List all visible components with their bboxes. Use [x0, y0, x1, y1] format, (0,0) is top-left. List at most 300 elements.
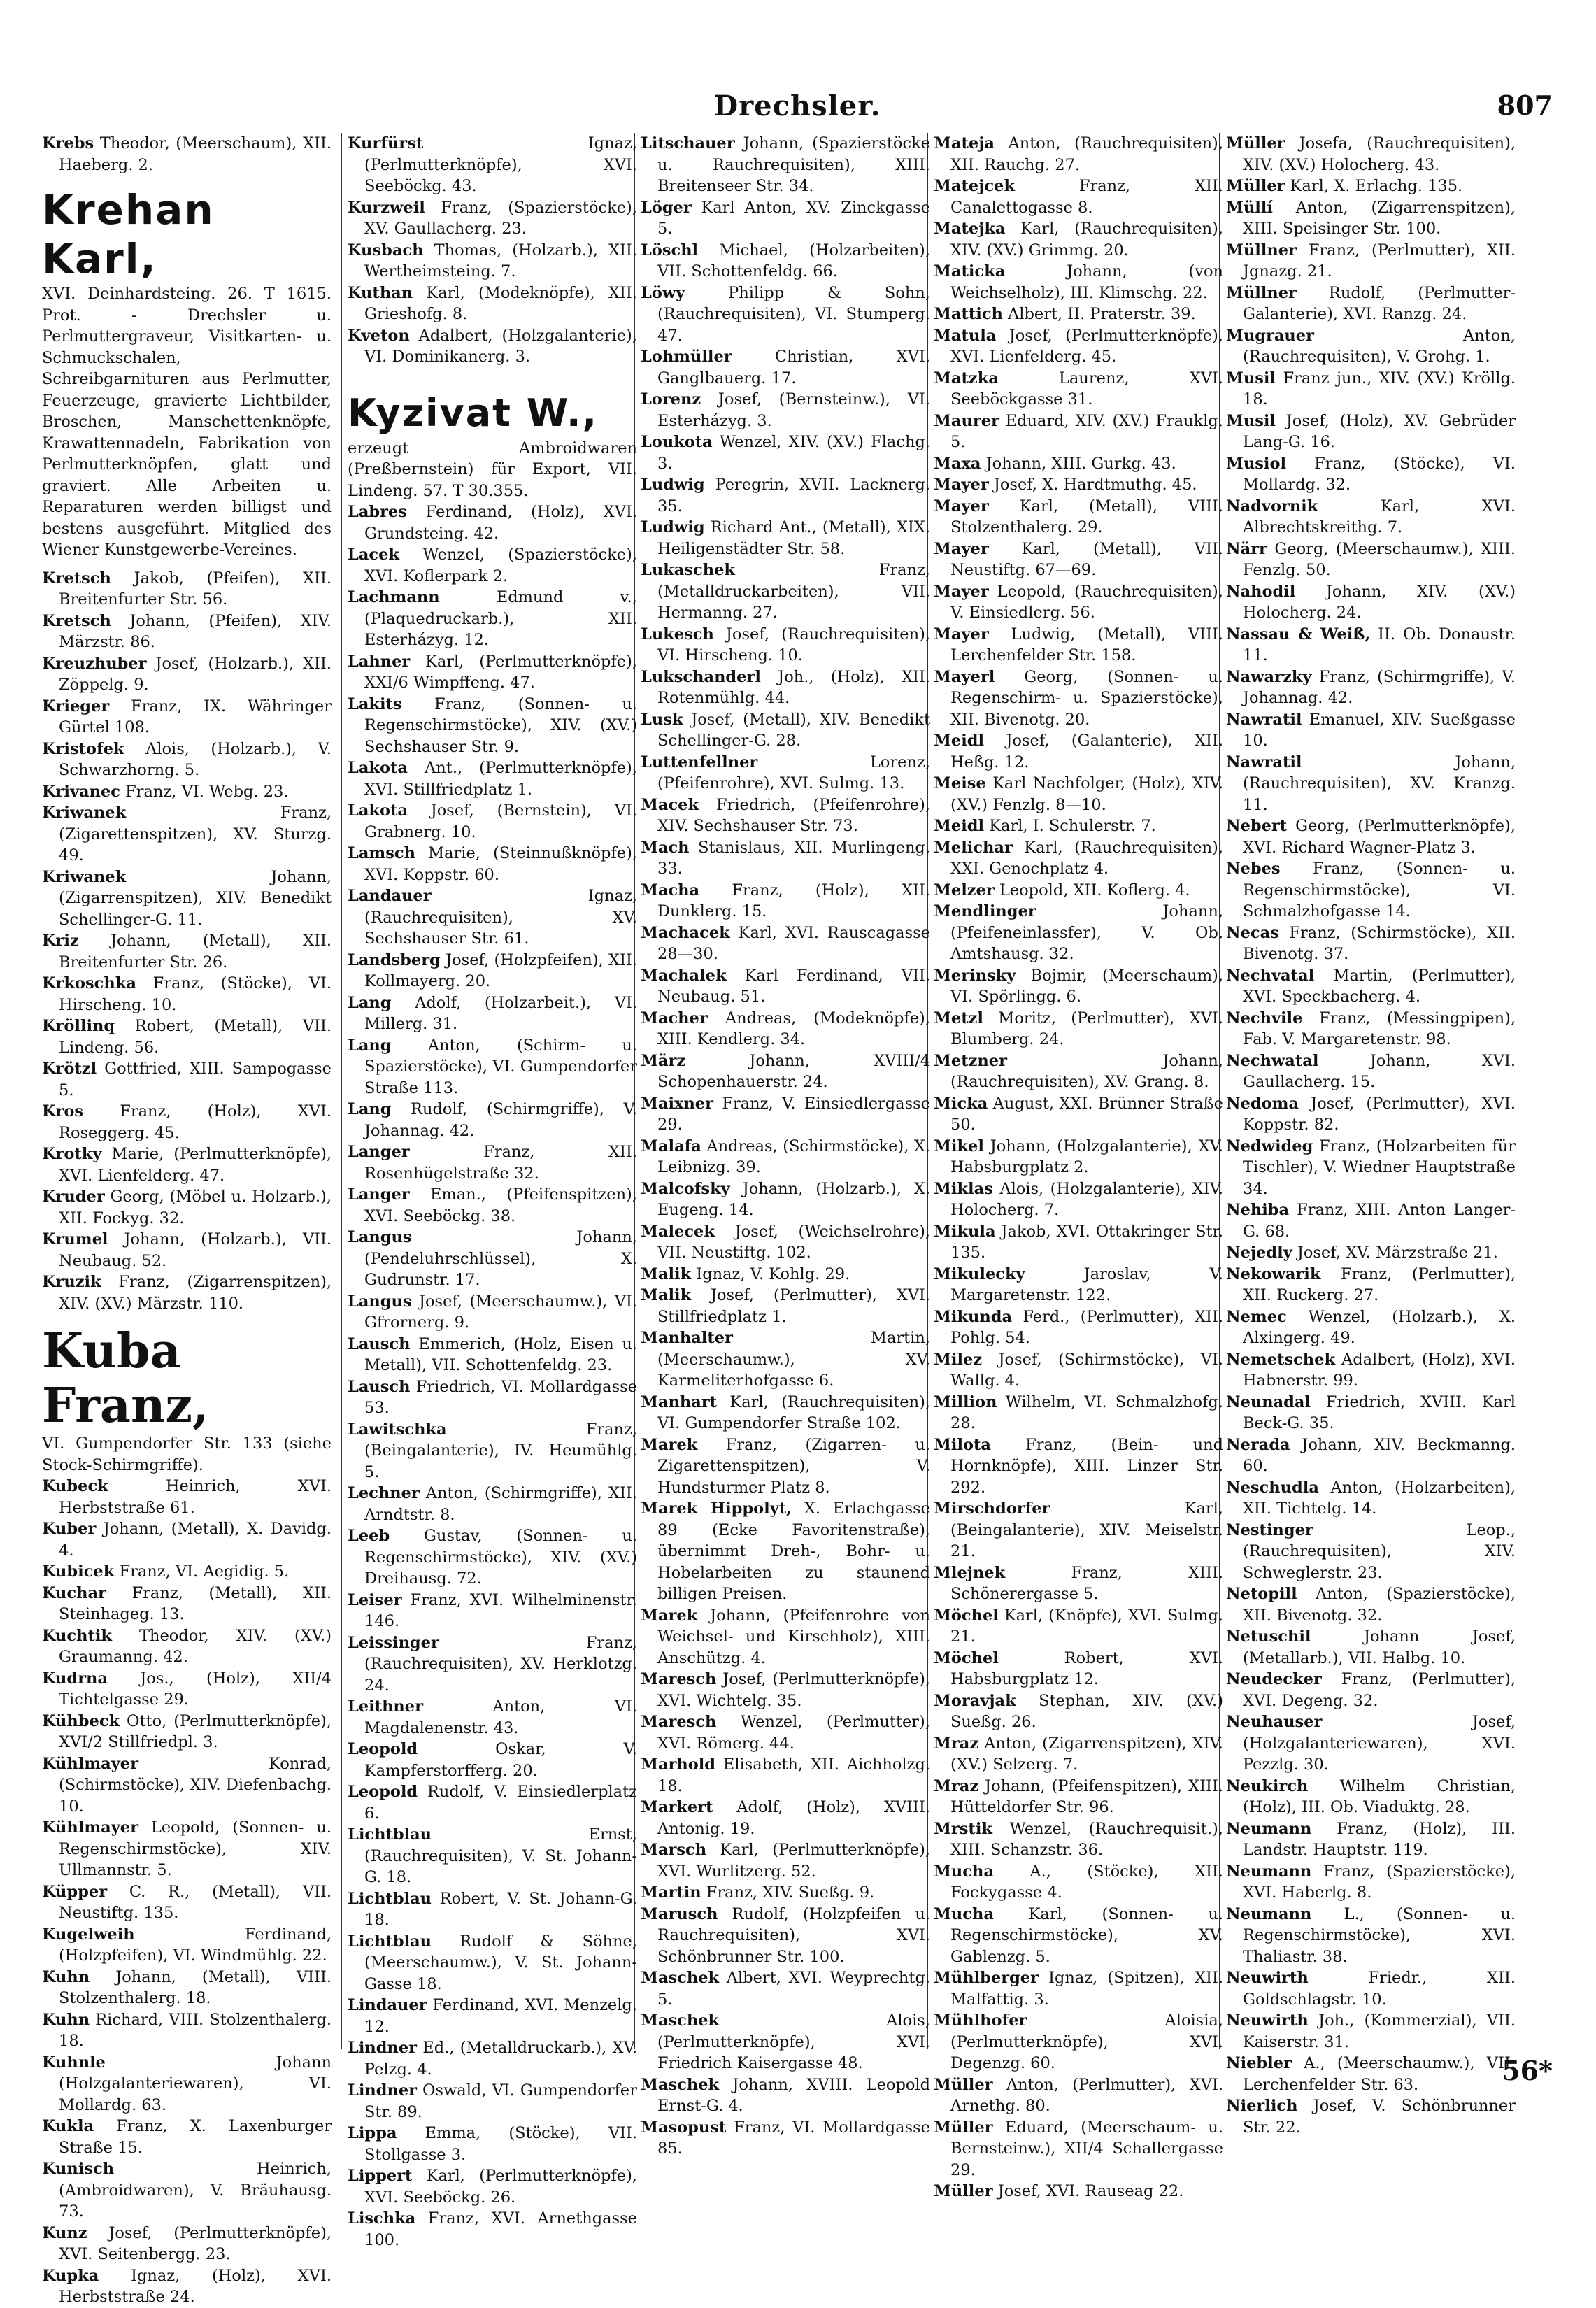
entry-details: Franz, (Perlmutter), XII. Jgnazg. 21. — [1243, 241, 1516, 280]
directory-entry — [348, 1291, 637, 1334]
entry-surname: Löwy — [641, 283, 685, 302]
entry-details: Josef, (Holzgalanteriewaren), XVI. Pezzlg. 30. — [1243, 1713, 1516, 1774]
entry-details: Franz, (Beingalanterie), IV. Heumühlg. 5. — [364, 1420, 637, 1481]
directory-entry — [934, 1306, 1223, 1349]
entry-details: L., (Sonnen- u. Regenschirmstöcke), XVI. Thaliastr. 38. — [1243, 1904, 1516, 1966]
entry-surname: Nebert — [1226, 817, 1288, 835]
directory-entry — [641, 240, 930, 283]
directory-entry — [1226, 1626, 1516, 1669]
entry-details: Johann, XVI. Gaullacherg. 15. — [1243, 1051, 1516, 1091]
column-4 — [934, 133, 1223, 2200]
entry-details: Georg, (Sonnen- u. Regenschirm- u. Spazierstöcke), XII. Bivenotg. 20. — [950, 667, 1223, 729]
entry-surname: Leissinger — [348, 1633, 439, 1652]
directory-entry — [42, 802, 332, 867]
entry-surname: Matula — [934, 326, 997, 345]
column-2 — [348, 133, 637, 2249]
entry-details: Josef, XVI. Rauseag 22. — [992, 2182, 1184, 2200]
directory-entry — [348, 1376, 637, 1419]
directory-entry — [641, 1839, 930, 1882]
entry-surname: Kveton — [348, 326, 410, 345]
directory-entry — [348, 694, 637, 758]
entry-details: Friedrich, XVIII. Karl Beck-G. 35. — [1243, 1392, 1516, 1432]
entry-surname: Nahodil — [1226, 582, 1296, 601]
entry-details: Richard Ant., (Metall), XIX. Heiligenstädter Str. 58. — [657, 518, 930, 558]
directory-entry — [1226, 1861, 1516, 1904]
entry-details: Johann, (Metall), X. Davidg. 4. — [59, 1520, 332, 1560]
entry-surname: Nedwideg — [1226, 1137, 1313, 1155]
directory-entry — [348, 587, 637, 651]
directory-entry — [934, 368, 1223, 411]
entry-surname: Kurzweil — [348, 198, 425, 217]
entry-surname: Mucha — [934, 1904, 994, 1923]
directory-entry — [1226, 2095, 1516, 2138]
directory-entry — [641, 880, 930, 923]
entry-details: Johann, (Rauchrequisiten), XV. Kranzg. 11. — [1243, 753, 1516, 814]
entry-details: Franz, (Stöcke), VI. Hirscheng. 10. — [59, 974, 332, 1014]
entry-details: Franz, XIV. Sueßg. 9. — [701, 1883, 875, 1902]
entry-surname: Neuwirth — [1226, 1969, 1309, 1987]
directory-entry — [348, 2037, 637, 2080]
entry-details: Johann, (Zigarrenspitzen), XIV. Benedikt Schellinger-G. 11. — [59, 867, 332, 929]
entry-details: A., (Stöcke), XII. Fockygasse 4. — [950, 1862, 1223, 1902]
entry-details: Karl, (Beingalanterie), XIV. Meiselstr. 21. — [950, 1500, 1223, 1560]
entry-surname: Mikulecky — [934, 1265, 1025, 1283]
entry-surname: Nawarzky — [1226, 667, 1312, 686]
entry-surname: Nadvornik — [1226, 497, 1318, 515]
directory-entry — [348, 950, 637, 992]
entry-details: Josef, (Galanterie), XII. Heßg. 12. — [950, 732, 1223, 771]
directory-entry — [1226, 581, 1516, 624]
entry-details: Franz, XVI. Wilhelminenstr. 146. — [364, 1590, 637, 1630]
directory-entry — [1226, 1776, 1516, 1818]
entry-surname: Krieger — [42, 697, 110, 715]
entry-details: Marie, (Steinnußknöpfe), XVI. Koppstr. 60. — [364, 844, 637, 884]
directory-entry — [934, 496, 1223, 539]
entry-surname: Kretsch — [42, 611, 111, 630]
entry-surname: Neuwirth — [1226, 2011, 1309, 2030]
entry-details: Georg, (Perlmutterknöpfe), XVI. Richard Wagner-Platz 3. — [1243, 817, 1516, 857]
entry-surname: Kupka — [42, 2266, 99, 2285]
entry-surname: Luttenfellner — [641, 753, 758, 771]
entry-details: Josef, (Perlmutterknöpfe), XVI. Lienfelderg. 45. — [950, 326, 1223, 366]
entry-details: Franz, VI. Aegidig. 5. — [114, 1562, 290, 1581]
entry-surname: Maschek — [641, 2011, 720, 2030]
directory-entry — [934, 1221, 1223, 1264]
entry-surname: Mraz — [934, 1776, 979, 1795]
entry-details: Josef, (Schirmstöcke), VI. Wallg. 4. — [950, 1350, 1223, 1390]
entry-details: Johann, (Pfeifenrohre von Weichsel- und Kirschholz), XIII. Anschützg. 4. — [657, 1606, 930, 1667]
entry-surname: Krivanec — [42, 782, 120, 801]
entry-details: A., (Meerschaumw.), VII. Lerchenfelder Str. 63. — [1243, 2054, 1516, 2094]
directory-entry — [348, 757, 637, 800]
entry-surname: Matzka — [934, 369, 999, 387]
entry-details: Franz, (Messingpipen), Fab. V. Margaretenstr. 98. — [1243, 1009, 1516, 1048]
entry-details: Johann, (Pfeifenspitzen), XIII. Hütteldorfer Str. 96. — [950, 1776, 1223, 1816]
entry-surname: Lachmann — [348, 588, 440, 606]
entry-surname: Kruder — [42, 1188, 105, 1206]
directory-entry — [42, 611, 332, 653]
entry-details: Wenzel, (Perlmutter), XVI. Römerg. 44. — [657, 1713, 930, 1753]
directory-entry — [641, 667, 930, 709]
entry-surname: Matejka — [934, 220, 1006, 238]
directory-entry — [934, 773, 1223, 815]
entry-surname: Mayer — [934, 539, 989, 558]
entry-surname: Mühlberger — [934, 1969, 1039, 1987]
entry-surname: Müller — [934, 2182, 993, 2200]
entry-surname: Kristofek — [42, 739, 124, 758]
entry-surname: Mikunda — [934, 1307, 1013, 1326]
entry-details: Otto, (Perlmutterknöpfe), XVI/2 Stillfriedpl. 3. — [59, 1711, 332, 1751]
directory-entry — [1226, 1349, 1516, 1392]
entry-surname: Neudecker — [1226, 1670, 1322, 1688]
entry-surname: Langus — [348, 1228, 412, 1246]
directory-entry — [934, 901, 1223, 965]
entry-surname: Mucha — [934, 1862, 994, 1881]
entry-details: Josef, (Bernsteinw.), VI. Esterházyg. 3. — [657, 390, 930, 430]
directory-entry — [641, 1904, 930, 1968]
directory-entry — [641, 1797, 930, 1839]
page-header — [42, 90, 1553, 124]
directory-entry — [42, 696, 332, 739]
entry-surname: Nawratil — [1226, 710, 1302, 729]
entry-surname: Kros — [42, 1102, 84, 1120]
directory-entry — [934, 453, 1223, 475]
advert-kyzivat-name: Kyzivat W., — [348, 390, 598, 435]
entry-details: Ferdinand, (Holz), XVI. Grundsteing. 42. — [364, 503, 637, 543]
entry-surname: Müller — [934, 2075, 993, 2094]
entry-details: Johann, (von Weichselholz), III. Klimschg. 22. — [950, 262, 1223, 302]
entry-surname: Metzner — [934, 1051, 1007, 1070]
entry-surname: Miklas — [934, 1179, 993, 1198]
entry-details: Georg, (Meerschaumw.), XIII. Fenzlg. 50. — [1243, 539, 1516, 579]
entry-details: Anton, (Spazierstöcke), XII. Bivenotg. 32. — [1243, 1585, 1516, 1625]
entry-surname: Nemetschek — [1226, 1350, 1336, 1369]
directory-entry — [1226, 858, 1516, 923]
entry-details: Johann, (Pfeifen), XIV. Märzstr. 86. — [59, 611, 332, 651]
entry-details: Franz, (Sonnen- u. Regenschirmstöcke), VI. Schmalzhofgasse 14. — [1243, 860, 1516, 920]
entry-surname: Lindner — [348, 2039, 417, 2057]
entry-details: Johann, (Pfeifeneinlassfer), V. Ob. Amtshausg. 32. — [950, 902, 1223, 963]
entry-surname: Malafa — [641, 1137, 701, 1155]
entry-details: C. R., (Metall), VII. Neustiftg. 135. — [59, 1882, 332, 1922]
entry-surname: Lang — [348, 993, 392, 1012]
directory-entry — [42, 1271, 332, 1314]
directory-entry — [1226, 2010, 1516, 2053]
entry-details: Josef, (Perlmutter), XVI. Stillfriedplatz 1. — [657, 1286, 930, 1326]
directory-entry — [641, 432, 930, 474]
directory-entry — [1226, 1904, 1516, 1968]
entry-surname: Manhalter — [641, 1329, 733, 1347]
directory-entry — [934, 815, 1223, 837]
directory-entry — [934, 1093, 1223, 1136]
entry-details: Alois, (Perlmutterknöpfe), XVI. Friedrich Kaisergasse 48. — [657, 2011, 930, 2072]
entry-details: Konrad, (Schirmstöcke), XIV. Diefenbachg. 10. — [59, 1754, 332, 1816]
entry-surname: Lakota — [348, 759, 408, 777]
entry-details: Ignaz, (Spitzen), XII. Malfattig. 3. — [950, 1969, 1223, 2009]
entry-surname: Kriz — [42, 932, 79, 950]
directory-entry — [42, 781, 332, 803]
entry-details: Franz, (Spazierstöcke), XV. Gaullacherg. 23. — [364, 198, 637, 238]
entry-details: Josef, (Perlmutterknöpfe), XVI. Wichtelg. 35. — [657, 1670, 930, 1710]
directory-entry — [934, 411, 1223, 453]
directory-entry — [348, 197, 637, 240]
entry-surname: Neumann — [1226, 1904, 1312, 1923]
directory-entry — [1226, 2053, 1516, 2095]
entry-details: Adalbert, (Holzgalanterie), VI. Dominikanerg. 3. — [364, 326, 637, 366]
directory-entry — [1226, 325, 1516, 368]
directory-entry — [42, 973, 332, 1016]
directory-entry — [934, 1562, 1223, 1605]
entry-surname: Mayerl — [934, 667, 995, 686]
entry-surname: Kühlmayer — [42, 1818, 138, 1837]
entry-details: Ferdinand, (Holzpfeifen), VI. Windmühlg. 22. — [59, 1925, 332, 1965]
entry-surname: Kuhnle — [42, 2053, 106, 2072]
directory-entry — [934, 2074, 1223, 2117]
entry-details: Anton, (Schirm- u. Spazierstöcke), VI. Gumpendorfer Straße 113. — [364, 1036, 637, 1097]
entry-details: Anton, (Zigarrenspitzen), XIV. (XV.) Selzerg. 7. — [950, 1734, 1223, 1774]
entry-surname: Küpper — [42, 1882, 108, 1901]
directory-entry — [641, 1498, 930, 1605]
entry-details: Friedrich, VI. Mollardgasse 53. — [364, 1377, 637, 1417]
entry-details: Emmerich, (Holz, Eisen u. Metall), VII. Schottenfeldg. 23. — [364, 1334, 637, 1374]
directory-entry — [641, 1050, 930, 1093]
directory-entry — [1226, 1434, 1516, 1477]
entry-details: Heinrich, XVI. Herbststraße 61. — [59, 1477, 332, 1517]
entry-surname: Maticka — [934, 262, 1006, 280]
directory-entry — [641, 624, 930, 667]
directory-entry — [1226, 1199, 1516, 1242]
advert-kyzivat-body: erzeugt Ambroidwaren (Preßbernstein) für Export, VII. Lindeng. 57. T 30.355. — [348, 439, 637, 500]
entry-surname: Kugelweih — [42, 1925, 135, 1944]
directory-entry — [641, 1669, 930, 1711]
entry-details: Franz, (Holzarbeiten für Tischler), V. Wiedner Hauptstraße 34. — [1243, 1137, 1516, 1198]
entry-details: Franz, X. Laxenburger Straße 15. — [59, 2117, 332, 2157]
entry-details: Anton, (Holzarbeiten), XII. Tichtelg. 14. — [1243, 1478, 1516, 1518]
entry-details: Franz, (Zigarren- u. Zigarettenspitzen), V. Hundsturmer Platz 8. — [657, 1435, 930, 1497]
entry-details: Franz, V. Einsiedlergasse 29. — [657, 1094, 930, 1134]
entry-surname: Leopold — [348, 1740, 418, 1758]
entry-details: Johann, (Holzarb.), X. Eugeng. 14. — [657, 1179, 930, 1219]
directory-entry — [934, 1392, 1223, 1434]
entry-surname: Micka — [934, 1094, 988, 1113]
entry-details: Aloisia, (Perlmutterknöpfe), XVI. Degenzg. 60. — [950, 2011, 1223, 2072]
directory-entry — [42, 2009, 332, 2052]
directory-entry — [1226, 1008, 1516, 1050]
entry-surname: Möchel — [934, 1606, 999, 1625]
entry-surname: Lohmüller — [641, 348, 732, 366]
entry-details: Wenzel, (Spazierstöcke), XVI. Koflerpark 2. — [364, 546, 637, 585]
entry-details: Franz, (Rauchrequisiten), XV. Herklotzg. 24. — [364, 1633, 637, 1695]
directory-entry — [1226, 1818, 1516, 1861]
entry-details: Oswald, VI. Gumpendorfer Str. 89. — [364, 2081, 637, 2121]
entry-details: Wenzel, XIV. (XV.) Flachg. 3. — [657, 433, 930, 473]
entry-surname: Närr — [1226, 539, 1267, 558]
entry-details: Johann, (Metall), XII. Breitenfurter Str. 26. — [59, 932, 332, 971]
entry-surname: Krkoschka — [42, 974, 136, 992]
directory-entry — [42, 867, 332, 931]
entry-details: Karl, (Perlmutterknöpfe), XVI. Seeböckg. 26. — [364, 2167, 637, 2207]
directory-entry — [42, 1518, 332, 1561]
entry-surname: Kukla — [42, 2117, 94, 2135]
entry-details: Karl, (Rauchrequisiten), XXI. Genochplatz 4. — [950, 838, 1223, 878]
entry-details: Wenzel, (Rauchrequisit.), XIII. Schanzstr. 36. — [950, 1819, 1223, 1859]
entry-details: Friedr., XII. Goldschlagstr. 10. — [1243, 1969, 1516, 2009]
directory-entry — [1226, 1392, 1516, 1434]
entry-details: Karl Nachfolger, (Holz), XIV. (XV.) Fenzlg. 8—10. — [950, 774, 1223, 814]
directory-entry — [42, 2052, 332, 2116]
entry-details: Laurenz, XVI. Seeböckgasse 31. — [950, 369, 1223, 408]
directory-entry — [42, 568, 332, 611]
entry-details: Josef, (Holzarb.), XII. Zöppelg. 9. — [59, 654, 332, 694]
entry-surname: Langer — [348, 1143, 410, 1161]
entry-details: Jakob, (Pfeifen), XII. Breitenfurter Str. 56. — [59, 569, 332, 608]
directory-entry — [1226, 368, 1516, 411]
entry-surname: Lindauer — [348, 1996, 427, 2014]
directory-entry — [348, 2165, 637, 2208]
entry-surname: Müllí — [1226, 198, 1273, 217]
directory-entry — [1226, 1520, 1516, 1584]
entry-details: Franz, (Schirmgriffe), V. Johannag. 42. — [1243, 667, 1516, 707]
entry-details: Karl, (Perlmutterknöpfe), XXI/6 Wimpffeng. 47. — [364, 652, 637, 692]
directory-entry — [348, 1099, 637, 1141]
entry-surname: Marusch — [641, 1904, 718, 1923]
directory-entry — [42, 1186, 332, 1229]
entry-surname: Ludwig — [641, 518, 705, 536]
entry-details: Rudolf, (Perlmutter-Galanterie), XVI. Ranzg. 24. — [1243, 283, 1516, 323]
directory-entry — [934, 474, 1223, 496]
entry-surname: Musil — [1226, 411, 1276, 430]
directory-entry — [348, 1696, 637, 1739]
entry-details: Albert, XVI. Weyprechtg. 5. — [657, 1969, 930, 2009]
entry-surname: Moravjak — [934, 1691, 1016, 1710]
directory-entry — [934, 1264, 1223, 1306]
directory-entry — [1226, 1669, 1516, 1711]
entry-details: Joh., (Kommerzial), VII. Kaiserstr. 31. — [1243, 2011, 1516, 2051]
entry-surname: Necas — [1226, 923, 1279, 942]
entry-details: Franz, XII. Canalettogasse 8. — [950, 177, 1223, 217]
entry-surname: Nebes — [1226, 860, 1281, 878]
directory-entry — [641, 1605, 930, 1669]
entry-details: Stanislaus, XII. Murlingeng. 33. — [657, 838, 930, 878]
entry-surname: Müllner — [1226, 283, 1297, 302]
entry-surname: Melzer — [934, 881, 995, 899]
entry-surname: Neschudla — [1226, 1478, 1319, 1497]
entry-details: Franz, (Holz), XII. Dunklerg. 15. — [657, 881, 930, 920]
entry-details: Franz, IX. Währinger Gürtel 108. — [59, 697, 332, 736]
entry-surname: Mrstik — [934, 1819, 992, 1838]
directory-entry — [42, 2223, 332, 2265]
entry-details: Adolf, (Holz), XVIII. Antonig. 19. — [657, 1798, 930, 1838]
column-3 — [641, 133, 930, 2158]
entry-surname: Melichar — [934, 838, 1013, 857]
entry-details: Andreas, (Schirmstöcke), X. Leibnizg. 39. — [657, 1137, 930, 1176]
directory-entry — [641, 474, 930, 517]
entry-details: Ludwig, (Metall), VIII. Lerchenfelder Str. 158. — [950, 625, 1223, 664]
directory-entry — [1226, 815, 1516, 858]
entry-surname: Landauer — [348, 887, 432, 905]
entry-surname: Lahner — [348, 652, 411, 671]
directory-entry — [934, 539, 1223, 581]
entry-surname: Marsch — [641, 1841, 707, 1859]
entry-surname: Lakits — [348, 694, 402, 713]
directory-entry — [934, 176, 1223, 218]
entry-details: Johann, XIII. Gurkg. 43. — [981, 454, 1176, 473]
entry-surname: Müller — [1226, 134, 1285, 152]
directory-entry — [934, 1605, 1223, 1648]
directory-entry — [348, 325, 637, 368]
entry-details: Michael, (Holzarbeiten), VII. Schottenfeldg. 66. — [657, 241, 930, 280]
entry-details: Anton, (Rauchrequisiten), XII. Rauchg. 27. — [950, 134, 1223, 174]
entry-details: Josef, (Bernstein), VI. Grabnerg. 10. — [364, 802, 637, 841]
entry-surname: März — [641, 1051, 686, 1070]
directory-entry — [641, 2010, 930, 2074]
entry-details: Wilhelm Christian, (Holz), III. Ob. Viaduktg. 28. — [1243, 1776, 1516, 1816]
entry-details: Ed., (Metalldruckarb.), XV. Pelzg. 4. — [364, 2039, 637, 2079]
entry-surname: Kuhn — [42, 2010, 90, 2029]
entry-surname: Nawratil — [1226, 753, 1302, 771]
entry-surname: Nejedly — [1226, 1244, 1292, 1262]
entry-surname: Mendlinger — [934, 902, 1036, 920]
entry-surname: Kunisch — [42, 2160, 115, 2178]
entry-surname: Lippert — [348, 2167, 413, 2185]
entry-details: Franz, XIII. Schönerergasse 5. — [950, 1563, 1223, 1603]
directory-entry — [934, 325, 1223, 368]
entry-surname: Lakota — [348, 802, 408, 820]
entry-surname: Maresch — [641, 1713, 717, 1731]
entry-surname: Maschek — [641, 2075, 720, 2094]
directory-entry — [42, 739, 332, 781]
entry-surname: Machacek — [641, 923, 730, 942]
directory-entry — [348, 133, 637, 197]
directory-entry — [42, 930, 332, 973]
entry-details: Franz, (Bein- und Hornknöpfe), XIII. Linzer Str. 292. — [950, 1435, 1223, 1497]
directory-entry — [1226, 133, 1516, 176]
entry-surname: Neukirch — [1226, 1776, 1309, 1795]
directory-entry — [1226, 1264, 1516, 1306]
directory-entry — [1226, 923, 1516, 965]
directory-entry — [934, 304, 1223, 325]
directory-entry — [348, 1184, 637, 1227]
directory-entry — [348, 501, 637, 544]
directory-entry — [641, 1327, 930, 1392]
entry-details: Peregrin, XVII. Lacknerg. 35. — [657, 476, 930, 515]
directory-entry — [42, 1583, 332, 1625]
directory-entry — [641, 283, 930, 347]
entry-surname: Marhold — [641, 1755, 715, 1774]
directory-entry — [641, 1264, 930, 1285]
entry-surname: Leithner — [348, 1697, 423, 1716]
entry-details: Thomas, (Holzarb.), XII. Wertheimsteing. 7. — [364, 241, 637, 280]
entry-details: Ignaz, (Perlmutterknöpfe), XVI. Seeböckg. 43. — [364, 134, 637, 195]
directory-entry — [934, 880, 1223, 902]
entry-surname: Kreuzhuber — [42, 654, 147, 673]
directory-entry — [641, 795, 930, 837]
entry-surname: Musil — [1226, 369, 1276, 387]
entry-surname: Netuschil — [1226, 1627, 1311, 1646]
entry-surname: Kunz — [42, 2223, 87, 2242]
entry-surname: Lorenz — [641, 390, 701, 408]
directory-entry — [934, 1904, 1223, 1968]
entry-surname: Leopold — [348, 1783, 418, 1801]
entry-details: Anton, (Schirmgriffe), XII. Arndtstr. 8. — [364, 1484, 637, 1524]
entry-details: Heinrich, (Ambroidwaren), V. Bräuhausg. 73. — [59, 2160, 332, 2221]
directory-entry — [348, 1781, 637, 1824]
entry-surname: Nekowarik — [1226, 1265, 1321, 1283]
entry-details: Anton, (Zigarrenspitzen), XIII. Speisinger Str. 100. — [1243, 198, 1516, 238]
entry-details: Johann, XVIII/4 Schopenhauerstr. 24. — [657, 1051, 930, 1091]
directory-entry — [348, 1632, 637, 1697]
entry-details: Emanuel, XIV. Sueßgasse 10. — [1243, 710, 1516, 750]
